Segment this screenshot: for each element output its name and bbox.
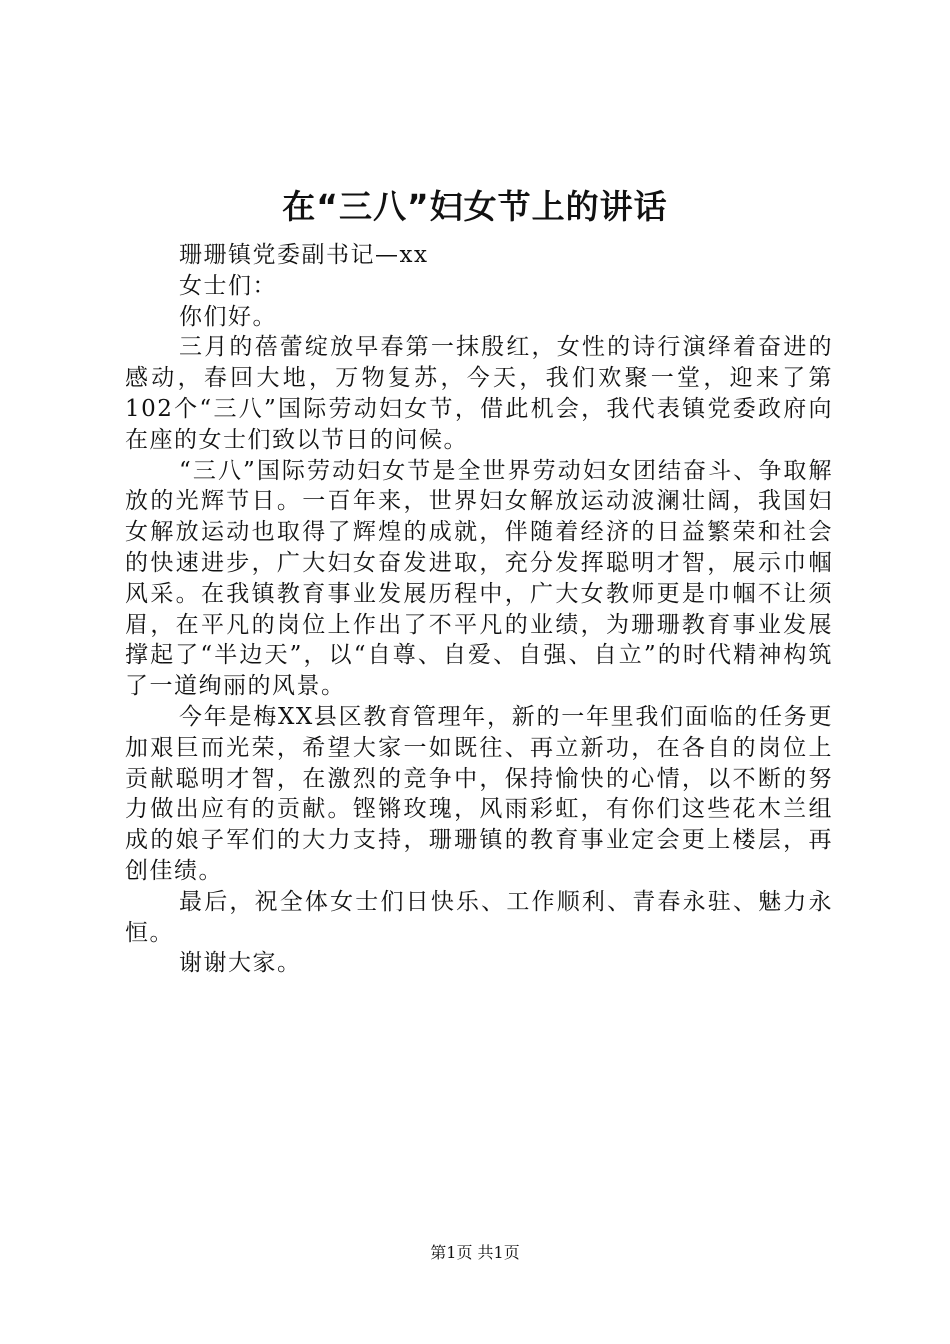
paragraph-history: “三八”国际劳动妇女节是全世界劳动妇女团结奋斗、争取解放的光辉节日。一百年来，世界妇女解放运动波澜壮阔，我国妇女解放运动也取得了辉煌的成就，伴随着经济的日益繁荣和社会的快速进步，广大妇女奋发进取，充分发挥聪明才智，展示巾帼风采。在我镇教育事业发展历程中，广大女教师更是巾帼不让须眉，在平凡的岗位上作出了不平凡的业绩，为珊珊教育事业发展撑起了“半边天”，以“自尊、自爱、自强、自立”的时代精神构筑了一道绚丽的风景。 (125, 457, 833, 700)
page-footer: 第1页 共1页 (430, 1243, 520, 1262)
document-title: 在“三八”妇女节上的讲话 (282, 187, 668, 226)
author-line: 珊珊镇党委副书记—xx (179, 242, 429, 268)
paragraph-opening: 三月的蓓蕾绽放早春第一抹殷红，女性的诗行演绎着奋进的感动，春回大地，万物复苏，今天，我们欢聚一堂，迎来了第102个“三八”国际劳动妇女节，借此机会，我代表镇党委政府向在座的女士们致以节日的问候。 (125, 334, 833, 453)
paragraph-outlook: 今年是梅XX县区教育管理年，新的一年里我们面临的任务更加艰巨而光荣，希望大家一如既往、再立新功，在各自的岗位上贡献聪明才智，在激烈的竞争中，保持愉快的心情，以不断的努力做出应有的贡献。铿锵玫瑰，风雨彩虹，有你们这些花木兰组成的娘子军们的大力支持，珊珊镇的教育事业定会更上楼层，再创佳绩。 (125, 703, 833, 884)
salutation: 女士们： (179, 272, 278, 299)
paragraph-wishes: 最后，祝全体女士们日快乐、工作顺利、青春永驻、魅力永恒。 (125, 888, 833, 946)
closing-thanks: 谢谢大家。 (179, 950, 302, 977)
document-body (125, 240, 833, 979)
greeting: 你们好。 (179, 303, 278, 330)
